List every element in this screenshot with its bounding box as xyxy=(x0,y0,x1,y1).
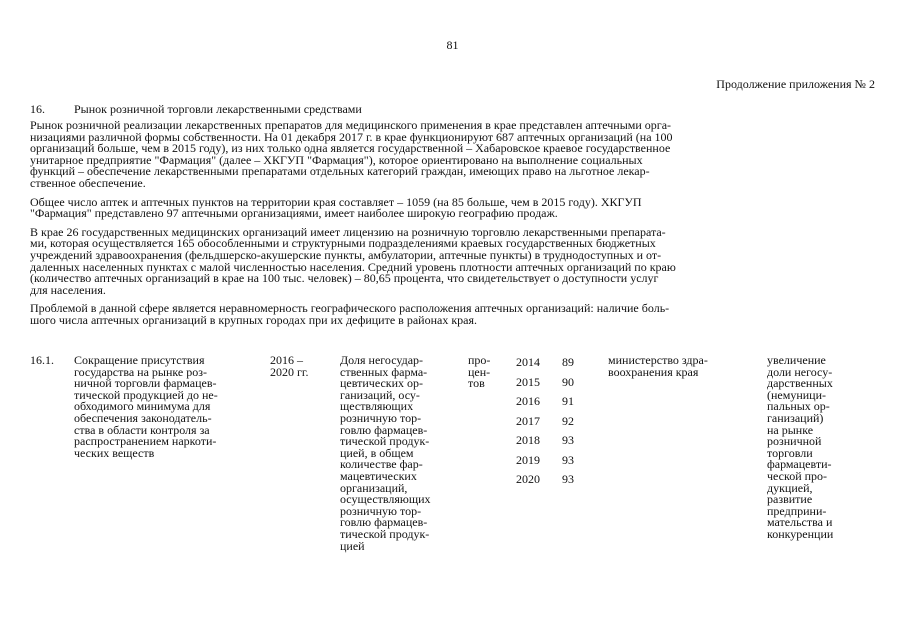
text-line: государства на рынке роз- xyxy=(74,364,207,379)
body-text xyxy=(30,120,872,334)
text-line: обходимого минимума для xyxy=(74,399,211,414)
paragraph xyxy=(30,303,872,326)
paragraph xyxy=(30,120,872,190)
text-line: обеспечения законодатель- xyxy=(74,410,212,425)
paragraph-line: ственное обеспечение. xyxy=(30,175,146,190)
text-line: про- xyxy=(468,353,491,367)
section-number: 16. xyxy=(30,102,45,116)
text-line: торговли xyxy=(767,445,813,460)
text-line: цией, в общем xyxy=(340,445,414,460)
indicator-year: 2016 xyxy=(516,394,540,408)
text-line: ственных фарма- xyxy=(340,364,428,379)
paragraph-line: учреждений здравоохранения (фельдшерско-акушерские пункты, амбулатории, аптечные пункты) в труднодоступных и от- xyxy=(30,247,662,262)
text-line: цен- xyxy=(468,364,491,379)
text-line: цией xyxy=(340,538,365,553)
text-line: мательства и xyxy=(767,515,833,530)
text-line: говлю фармацев- xyxy=(340,422,428,437)
text-line: развитие xyxy=(767,492,813,507)
text-line: пальных ор- xyxy=(767,399,830,414)
indicator-value: 93 xyxy=(562,452,574,467)
text-line: ческих веществ xyxy=(74,445,155,460)
indicator-year: 2020 xyxy=(516,472,540,486)
paragraph-line: даленных населенных пунктах с малой численностью населения. Средний уровень плотности аптечных организаций по краю xyxy=(30,259,676,274)
text-line: предприни- xyxy=(767,503,827,518)
text-line: розничную тор- xyxy=(340,503,422,518)
text-line: конкуренции xyxy=(767,526,834,541)
text-line: доли негосу- xyxy=(767,364,833,379)
text-line: цевтических ор- xyxy=(340,376,424,391)
paragraph-line: В крае 26 государственных медицинских организаций имеет лицензию на розничную торговлю лекарственными препарата- xyxy=(30,224,666,239)
text-line: дарственных xyxy=(767,376,833,391)
paragraph-line: для населения. xyxy=(30,282,106,297)
text-line: ства в области контроля за xyxy=(74,422,210,437)
text-line: увеличение xyxy=(767,353,826,367)
text-line: распространением наркоти- xyxy=(74,434,217,449)
indicator-value: 93 xyxy=(562,472,574,486)
indicator-year: 2014 xyxy=(516,355,540,369)
appendix-note: Продолжение приложения № 2 xyxy=(716,77,875,91)
text-line: тической продук- xyxy=(340,526,430,541)
text-line: на рынке xyxy=(767,422,814,437)
paragraph-line: (количество аптечных организаций в крае на 100 тыс. человек) – 80,65 процента, что свидетельствует о доступности услуг xyxy=(30,271,659,286)
text-line: тической продукцией до не- xyxy=(74,387,218,402)
indicator-year: 2015 xyxy=(516,374,540,389)
text-line: Доля негосудар- xyxy=(340,353,424,367)
indicator-name xyxy=(340,355,464,552)
text-line: (немуници- xyxy=(767,387,827,402)
text-line: ческой про- xyxy=(767,468,828,483)
paragraph-line: Рынок розничной реализации лекарственных препаратов для медицинского применения в крае представлен аптечными орга- xyxy=(30,118,672,132)
paragraph xyxy=(30,194,872,221)
indicator-values xyxy=(562,355,586,492)
measure-name xyxy=(74,355,258,459)
indicator-year: 2019 xyxy=(516,452,540,467)
text-line: ганизаций, осу- xyxy=(340,387,420,402)
text-line: ничной торговли фармацев- xyxy=(74,376,217,391)
text-line: дукцией, xyxy=(767,480,813,495)
paragraph-line: ми, которая осуществляется 165 обособленными и структурными подразделениями краевых государственных бюджетных xyxy=(30,236,656,251)
paragraph-line: шого числа аптечных организаций в крупных городах при их дефиците в районах края. xyxy=(30,312,478,327)
paragraph-line: Проблемой в данной сфере является неравномерность географического расположения аптечных организаций: наличие боль- xyxy=(30,301,670,316)
section-heading xyxy=(30,102,362,116)
paragraph-line: низациями различной формы собственности. На 01 декабря 2017 г. в крае функционируют 687 аптечных организаций (на 100 xyxy=(30,129,673,144)
text-line: мацевтических xyxy=(340,468,417,483)
text-line: воохранения края xyxy=(608,364,699,379)
paragraph-line: Общее число аптек и аптечных пунктов на территории края составляет – 1059 (на 85 больше, чем в 2015 году). ХКГУП xyxy=(30,194,642,209)
text-line: Сокращение присутствия xyxy=(74,353,205,367)
text-line: 2016 – xyxy=(270,353,303,367)
indicator-value: 91 xyxy=(562,394,574,408)
paragraph-line: унитарное предприятие "Фармация" (далее – ХКГУП "Фармация"), которое ориентировано на выполнение социальных xyxy=(30,152,643,167)
indicator-year: 2017 xyxy=(516,413,540,428)
paragraph-line: функций – обеспечение лекарственными препаратами отдельных категорий граждан, имеющих право на льготное лекар- xyxy=(30,164,650,179)
text-line: ганизаций) xyxy=(767,410,824,425)
text-line: количестве фар- xyxy=(340,457,423,472)
text-line: 2020 гг. xyxy=(270,364,309,379)
row-number: 16.1. xyxy=(30,353,54,367)
paragraph-line: организаций больше, чем в 2015 году), из них только одна является государственной – Хабаровское краевое государственное xyxy=(30,141,671,156)
indicator-value: 90 xyxy=(562,374,574,389)
table-row xyxy=(30,355,875,615)
indicator-value: 93 xyxy=(562,433,574,447)
paragraph-line: "Фармация" представлено 97 аптечными организациями, имеет наиболее широкую географию продаж. xyxy=(30,206,558,221)
page-number: 81 xyxy=(446,38,459,52)
paragraph xyxy=(30,224,872,297)
text-line: говлю фармацев- xyxy=(340,515,428,530)
unit-of-measure xyxy=(468,355,508,390)
text-line: организаций, xyxy=(340,480,408,495)
text-line: министерство здра- xyxy=(608,353,708,367)
indicator-value: 89 xyxy=(562,355,574,369)
indicator-year: 2018 xyxy=(516,433,540,447)
text-line: фармацевти- xyxy=(767,457,832,472)
section-title: Рынок розничной торговли лекарственными средствами xyxy=(74,102,362,116)
text-line: розничную тор- xyxy=(340,410,422,425)
expected-result xyxy=(767,355,859,541)
indicator-value: 92 xyxy=(562,413,574,428)
text-line: осуществляющих xyxy=(340,492,431,507)
text-line: ществляющих xyxy=(340,399,414,414)
indicator-years xyxy=(516,355,552,492)
text-line: тов xyxy=(468,376,485,391)
text-line: тической продук- xyxy=(340,434,430,449)
responsible-executor xyxy=(608,355,740,378)
period xyxy=(270,355,330,378)
text-line: розничной xyxy=(767,434,822,449)
